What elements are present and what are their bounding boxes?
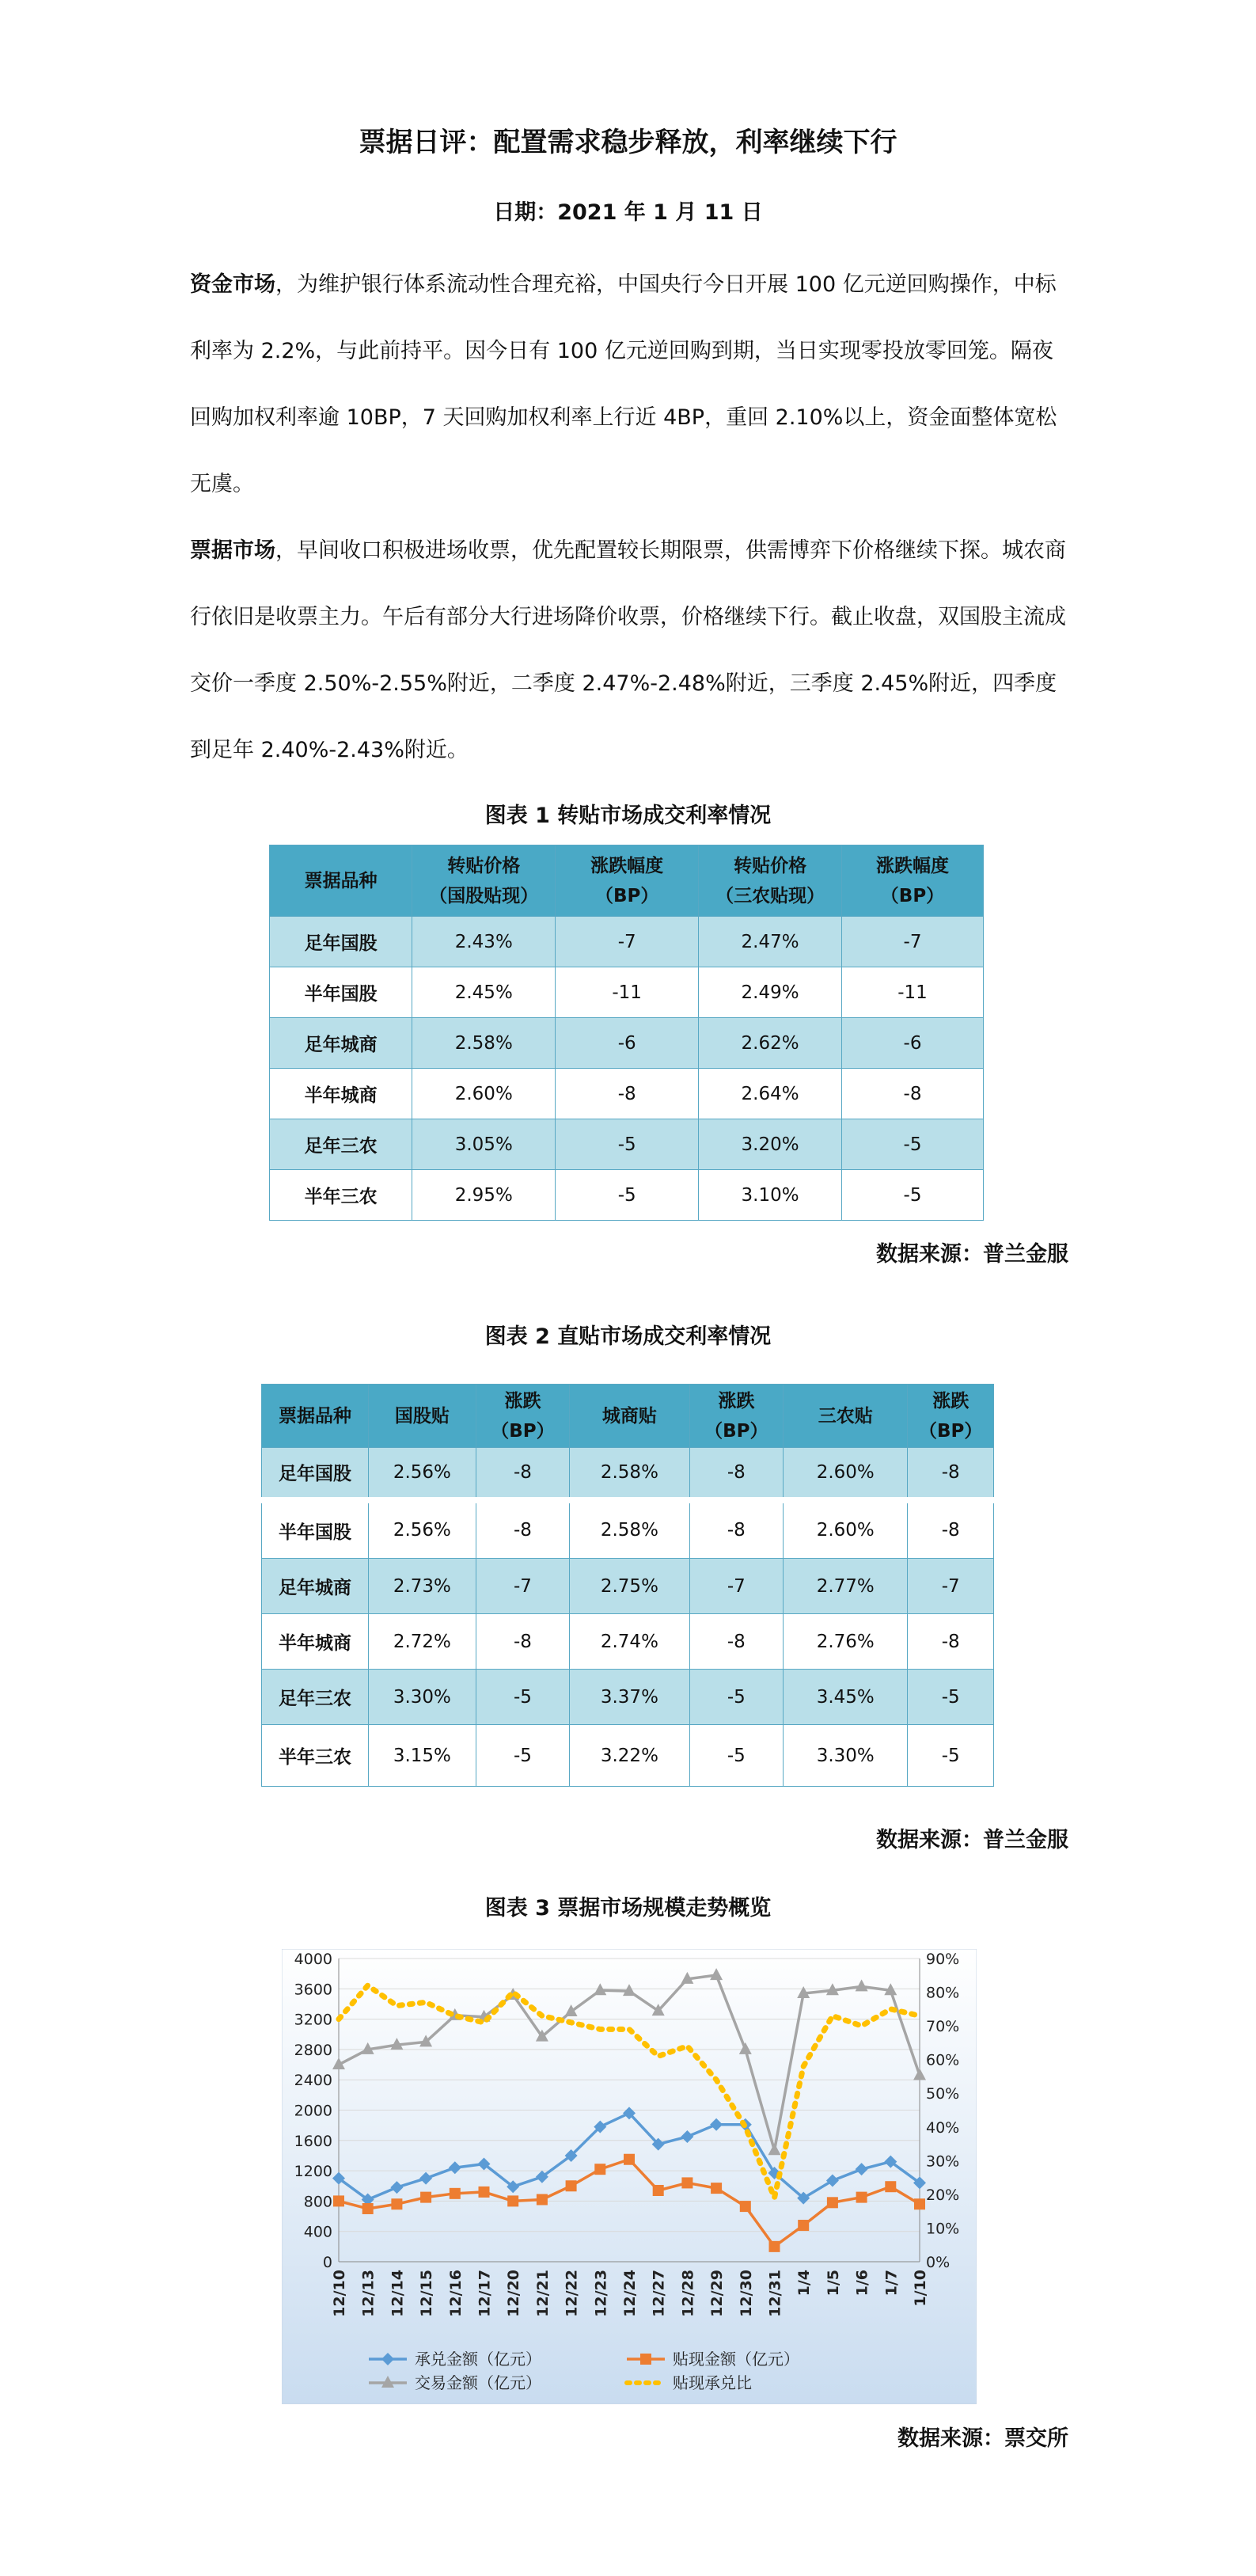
table-cell: -5 (908, 1670, 994, 1725)
column-header (842, 845, 984, 917)
row-header-cell: 足年三农 (270, 1119, 412, 1170)
table-cell: 2.77% (784, 1559, 908, 1614)
table-cell: 2.47% (699, 917, 842, 967)
table-cell: 3.30% (784, 1725, 908, 1787)
header-text: 涨跌 (504, 1390, 541, 1411)
x-tick-label: 1/7 (882, 2270, 901, 2297)
legend-label: 交易金额（亿元） (415, 2373, 541, 2392)
header-text: （BP） (491, 1420, 555, 1442)
header-text: 涨跌幅度 (590, 855, 664, 876)
column-header (784, 1385, 908, 1448)
table-row (262, 1725, 994, 1787)
data-point (507, 2195, 518, 2206)
table-cell: -5 (842, 1119, 984, 1170)
column-header (689, 1385, 783, 1448)
data-point (681, 2177, 693, 2188)
table-row (262, 1448, 994, 1500)
header-text: 涨跌 (718, 1390, 755, 1411)
paragraph-money-market (190, 252, 1068, 518)
table-cell: -8 (689, 1500, 783, 1559)
y-tick-label-right: 80% (926, 1984, 960, 2002)
y-tick-label-left: 3600 (294, 1981, 332, 1999)
header-text: 三农贴 (818, 1405, 873, 1427)
x-tick-label: 12/15 (418, 2270, 436, 2317)
table-cell: -11 (842, 967, 984, 1018)
table-cell: -6 (842, 1018, 984, 1069)
data-point (914, 2198, 925, 2209)
data-point (856, 2192, 867, 2203)
table2-caption: 图表 2 直贴市场成交利率情况 (484, 1324, 772, 1349)
data-point (827, 2197, 838, 2208)
table-cell: 2.43% (412, 917, 556, 967)
table-cell: -7 (689, 1559, 783, 1614)
bill-market-chart (282, 1949, 977, 2404)
table-cell: -5 (908, 1725, 994, 1787)
row-header-cell: 足年国股 (270, 917, 412, 967)
table-cell: 2.49% (699, 967, 842, 1018)
table-row (270, 1069, 984, 1119)
data-point (798, 2220, 809, 2231)
table-cell: -8 (556, 1069, 699, 1119)
table-cell: -7 (556, 917, 699, 967)
y-tick-label-left: 4000 (294, 1951, 332, 1968)
y-tick-label-left: 0 (322, 2254, 332, 2271)
column-header (412, 845, 556, 917)
table-cell: -6 (556, 1018, 699, 1069)
table-cell: 3.15% (368, 1725, 476, 1787)
column-header (570, 1385, 690, 1448)
column-header (556, 845, 699, 917)
table-cell: -5 (842, 1170, 984, 1221)
legend-marker (640, 2354, 651, 2365)
y-tick-label-right: 50% (926, 2085, 960, 2103)
y-tick-label-left: 2000 (294, 2102, 332, 2120)
data-point (333, 2195, 344, 2206)
x-tick-label: 12/14 (389, 2270, 407, 2317)
header-text: （三农贴现） (715, 885, 825, 906)
x-tick-label: 12/20 (505, 2270, 523, 2317)
table-cell: 2.56% (368, 1500, 476, 1559)
paragraph-bill-market (190, 518, 1068, 784)
y-tick-label-right: 60% (926, 2051, 960, 2069)
y-tick-label-right: 20% (926, 2186, 960, 2204)
table-row (270, 1119, 984, 1170)
table-row (270, 1170, 984, 1221)
legend-label: 贴现金额（亿元） (673, 2350, 799, 2369)
header-text: 国股贴 (394, 1405, 450, 1427)
table-row (262, 1670, 994, 1725)
y-tick-label-right: 90% (926, 1951, 960, 1968)
direct-discount-rate-table (261, 1384, 994, 1787)
data-point (391, 2198, 402, 2209)
data-point (566, 2180, 577, 2191)
header-text: （BP） (880, 885, 945, 906)
table-cell: -5 (689, 1670, 783, 1725)
x-tick-label: 1/5 (824, 2270, 842, 2297)
table-cell: -8 (689, 1614, 783, 1670)
y-tick-label-right: 30% (926, 2152, 960, 2171)
row-header-cell: 足年国股 (262, 1448, 369, 1500)
table-cell: 2.58% (412, 1018, 556, 1069)
y-tick-label-left: 2800 (294, 2041, 332, 2059)
data-point (594, 2164, 605, 2175)
table-cell: 2.74% (570, 1614, 690, 1670)
table-cell: 3.20% (699, 1119, 842, 1170)
paragraph-text: ，为维护银行体系流动性合理充裕，中国央行今日开展 100 亿元逆回购操作，中标利率为 2.2%，与此前持平。因今日有 100 亿元逆回购到期，当日实现零投放零回笼。隔夜回购加权利率逾 10BP，7 天回购加权利率上行近 4BP，重回 2.10%以上，资金面整体宽松无虞。 (190, 272, 1057, 496)
table1-caption: 图表 1 转贴市场成交利率情况 (484, 804, 772, 828)
header-text: 城商贴 (601, 1405, 657, 1427)
x-tick-label: 1/4 (795, 2270, 814, 2297)
paragraph-text: ，早间收口积极进场收票，优先配置较长期限票，供需博弈下价格继续下探。城农商行依旧是收票主力。午后有部分大行进场降价收票，价格继续下行。截止收盘，双国股主流成交价一季度 2.50%-2.55%附近，二季度 2.47%-2.48%附近，三季度 2.45%附近，四季度到足年 2.40%-2.43%附近。 (190, 538, 1066, 762)
column-header (908, 1385, 994, 1448)
header-text: 转贴价格 (734, 855, 807, 876)
table-cell: 3.37% (570, 1670, 690, 1725)
table-cell: 2.58% (570, 1448, 690, 1500)
table-cell: -11 (556, 967, 699, 1018)
column-header (262, 1385, 369, 1448)
table-cell: 2.64% (699, 1069, 842, 1119)
x-tick-label: 1/10 (912, 2270, 929, 2307)
data-point (885, 2181, 896, 2192)
x-tick-label: 12/24 (621, 2270, 639, 2317)
row-header-cell: 足年城商 (270, 1018, 412, 1069)
chart-caption: 图表 3 票据市场规模走势概览 (484, 1896, 772, 1921)
table-cell: -8 (908, 1500, 994, 1559)
header-text: 涨跌 (932, 1390, 970, 1411)
table-cell: 2.95% (412, 1170, 556, 1221)
data-point (711, 2183, 722, 2194)
row-header-cell: 半年城商 (270, 1069, 412, 1119)
legend-label: 贴现承兑比 (673, 2373, 752, 2392)
x-tick-label: 12/27 (650, 2270, 668, 2317)
rediscount-rate-table (269, 845, 984, 1221)
column-header (476, 1385, 569, 1448)
table-cell: -5 (556, 1119, 699, 1170)
y-tick-label-left: 800 (303, 2193, 332, 2211)
table-row (262, 1614, 994, 1670)
row-header-cell: 足年城商 (262, 1559, 369, 1614)
chart-source: 数据来源：票交所 (897, 2426, 1068, 2451)
data-point (450, 2188, 461, 2199)
table-cell: -7 (908, 1559, 994, 1614)
table-cell: -5 (556, 1170, 699, 1221)
column-header (368, 1385, 476, 1448)
table-cell: 2.72% (368, 1614, 476, 1670)
data-point (740, 2201, 751, 2212)
table-cell: -8 (908, 1614, 994, 1670)
header-text: （BP） (704, 1420, 768, 1442)
table-row (270, 967, 984, 1018)
table-cell: 2.75% (570, 1559, 690, 1614)
legend-label: 承兑金额（亿元） (415, 2350, 541, 2369)
table-cell: -8 (689, 1448, 783, 1500)
header-text: 涨跌幅度 (876, 855, 949, 876)
table-cell: 3.30% (368, 1670, 476, 1725)
header-text: 票据品种 (278, 1405, 351, 1427)
table-cell: 3.22% (570, 1725, 690, 1787)
y-tick-label-right: 10% (926, 2220, 960, 2238)
column-header (270, 845, 412, 917)
x-tick-label: 12/17 (476, 2270, 494, 2317)
y-tick-label-right: 0% (926, 2254, 951, 2271)
x-tick-label: 12/30 (737, 2270, 755, 2317)
x-tick-label: 12/10 (331, 2270, 348, 2317)
y-tick-label-left: 1200 (294, 2163, 332, 2181)
table-cell: -8 (908, 1448, 994, 1500)
table-row (262, 1559, 994, 1614)
header-text: （国股贴现） (429, 885, 539, 906)
x-tick-label: 12/16 (446, 2270, 465, 2317)
x-tick-label: 12/13 (359, 2270, 378, 2317)
table-row (262, 1500, 994, 1559)
table-cell: -8 (476, 1614, 569, 1670)
data-point (769, 2241, 780, 2252)
x-tick-label: 12/23 (592, 2270, 610, 2317)
table-cell: -8 (842, 1069, 984, 1119)
header-text: 票据品种 (304, 870, 378, 891)
table-cell: -5 (476, 1725, 569, 1787)
x-tick-label: 12/28 (679, 2270, 697, 2317)
paragraph-lead: 资金市场 (190, 272, 275, 297)
data-point (420, 2192, 431, 2203)
table-cell: -8 (476, 1500, 569, 1559)
table-cell: -7 (842, 917, 984, 967)
row-header-cell: 半年三农 (262, 1725, 369, 1787)
table-cell: 2.45% (412, 967, 556, 1018)
x-tick-label: 1/6 (853, 2270, 871, 2297)
y-tick-label-left: 1600 (294, 2132, 332, 2150)
table-cell: 2.73% (368, 1559, 476, 1614)
y-tick-label-left: 3200 (294, 2011, 332, 2029)
header-text: （BP） (594, 885, 659, 906)
table-cell: -8 (476, 1448, 569, 1500)
data-point (479, 2187, 490, 2198)
table-cell: 2.76% (784, 1614, 908, 1670)
row-header-cell: 半年国股 (262, 1500, 369, 1559)
table-cell: -5 (476, 1670, 569, 1725)
x-tick-label: 12/31 (766, 2270, 784, 2317)
table-cell: -7 (476, 1559, 569, 1614)
table-cell: 3.10% (699, 1170, 842, 1221)
table-cell: 2.60% (784, 1448, 908, 1500)
report-title: 票据日评：配置需求稳步释放，利率继续下行 (359, 127, 897, 158)
header-text: 转贴价格 (447, 855, 521, 876)
data-point (537, 2194, 548, 2205)
x-tick-label: 12/21 (533, 2270, 552, 2317)
table-cell: 2.60% (412, 1069, 556, 1119)
x-tick-label: 12/22 (563, 2270, 581, 2317)
table2-source: 数据来源：普兰金服 (876, 1828, 1068, 1852)
y-tick-label-left: 400 (303, 2223, 332, 2241)
table-cell: 3.45% (784, 1670, 908, 1725)
column-header (699, 845, 842, 917)
y-tick-label-left: 2400 (294, 2072, 332, 2090)
row-header-cell: 足年三农 (262, 1670, 369, 1725)
x-tick-label: 12/29 (708, 2270, 727, 2317)
table-cell: 2.62% (699, 1018, 842, 1069)
table1-source: 数据来源：普兰金服 (876, 1242, 1068, 1267)
row-header-cell: 半年三农 (270, 1170, 412, 1221)
table-cell: -5 (689, 1725, 783, 1787)
y-tick-label-right: 40% (926, 2118, 960, 2137)
table-cell: 3.05% (412, 1119, 556, 1170)
y-tick-label-right: 70% (926, 2018, 960, 2036)
header-text: （BP） (919, 1420, 983, 1442)
data-point (624, 2154, 635, 2165)
table-row (270, 1018, 984, 1069)
row-header-cell: 半年城商 (262, 1614, 369, 1670)
table-cell: 2.60% (784, 1500, 908, 1559)
row-header-cell: 半年国股 (270, 967, 412, 1018)
table-cell: 2.58% (570, 1500, 690, 1559)
paragraph-lead: 票据市场 (190, 538, 275, 563)
table-cell: 2.56% (368, 1448, 476, 1500)
report-date: 日期：2021 年 1 月 11 日 (493, 200, 763, 225)
chart-svg (282, 1949, 977, 2404)
data-point (362, 2203, 374, 2214)
data-point (653, 2185, 664, 2196)
table-row (270, 917, 984, 967)
